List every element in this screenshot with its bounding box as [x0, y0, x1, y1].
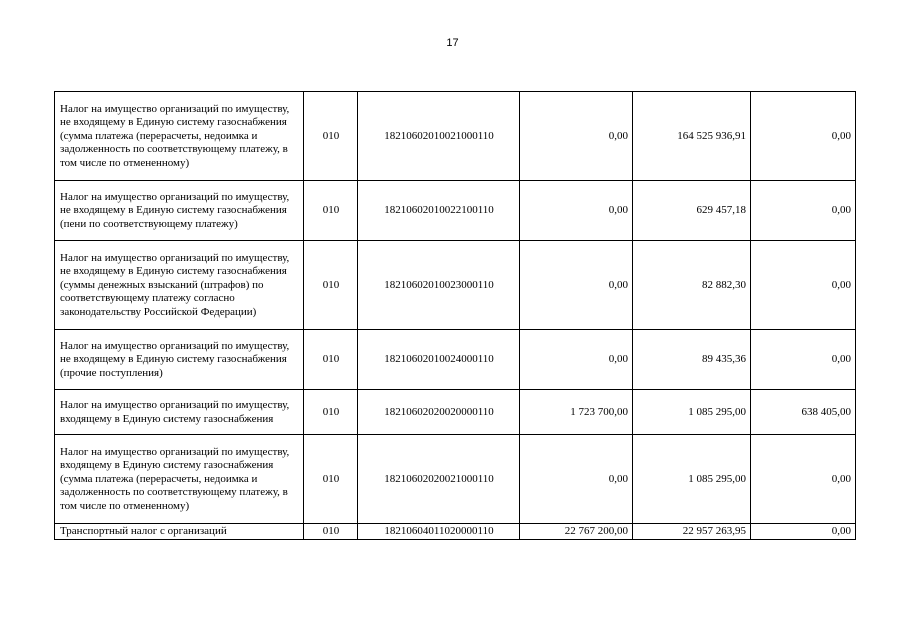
budget-classification-code-cell: 18210602010021000110	[358, 92, 520, 181]
planned-amount-cell: 22 767 200,00	[520, 524, 633, 540]
executed-amount-cell: 82 882,30	[633, 241, 751, 330]
budget-classification-code-cell: 18210604011020000110	[358, 524, 520, 540]
admin-code-cell: 010	[304, 390, 358, 435]
planned-amount-cell: 1 723 700,00	[520, 390, 633, 435]
table-row	[55, 241, 856, 330]
revenue-name-cell: Налог на имущество организаций по имуществу, не входящему в Единую систему газоснабжения (сумма платежа (перерасчеты, недоимка и задолженность по соответствующему платежу, в том числе по отмененному)	[55, 92, 304, 181]
admin-code-cell: 010	[304, 330, 358, 390]
revenue-name-cell: Налог на имущество организаций по имуществу, не входящему в Единую систему газоснабжения (прочие поступления)	[55, 330, 304, 390]
admin-code-cell: 010	[304, 92, 358, 181]
revenue-name-cell: Транспортный налог с организаций	[55, 524, 304, 540]
budget-classification-code-cell: 18210602020020000110	[358, 390, 520, 435]
planned-amount-cell: 0,00	[520, 92, 633, 181]
admin-code-cell: 010	[304, 435, 358, 524]
unexecuted-amount-cell: 0,00	[751, 330, 856, 390]
table-row	[55, 390, 856, 435]
revenue-table	[54, 91, 856, 540]
page-number: 17	[446, 37, 459, 49]
table-row	[55, 330, 856, 390]
budget-classification-code-cell: 18210602020021000110	[358, 435, 520, 524]
executed-amount-cell: 164 525 936,91	[633, 92, 751, 181]
table-row	[55, 435, 856, 524]
executed-amount-cell: 1 085 295,00	[633, 435, 751, 524]
table-row	[55, 524, 856, 540]
admin-code-cell: 010	[304, 524, 358, 540]
budget-classification-code-cell: 18210602010022100110	[358, 181, 520, 241]
table-row	[55, 92, 856, 181]
executed-amount-cell: 629 457,18	[633, 181, 751, 241]
planned-amount-cell: 0,00	[520, 181, 633, 241]
unexecuted-amount-cell: 0,00	[751, 181, 856, 241]
planned-amount-cell: 0,00	[520, 330, 633, 390]
budget-classification-code-cell: 18210602010024000110	[358, 330, 520, 390]
budget-classification-code-cell: 18210602010023000110	[358, 241, 520, 330]
admin-code-cell: 010	[304, 241, 358, 330]
planned-amount-cell: 0,00	[520, 241, 633, 330]
executed-amount-cell: 1 085 295,00	[633, 390, 751, 435]
revenue-name-cell: Налог на имущество организаций по имуществу, входящему в Единую систему газоснабжения	[55, 390, 304, 435]
unexecuted-amount-cell: 0,00	[751, 524, 856, 540]
admin-code-cell: 010	[304, 181, 358, 241]
revenue-name-cell: Налог на имущество организаций по имуществу, не входящему в Единую систему газоснабжения (пени по соответствующему платежу)	[55, 181, 304, 241]
planned-amount-cell: 0,00	[520, 435, 633, 524]
unexecuted-amount-cell: 0,00	[751, 241, 856, 330]
executed-amount-cell: 22 957 263,95	[633, 524, 751, 540]
executed-amount-cell: 89 435,36	[633, 330, 751, 390]
revenue-name-cell: Налог на имущество организаций по имуществу, не входящему в Единую систему газоснабжения (суммы денежных взысканий (штрафов) по соответствующему платежу согласно законодательству Российской Федерации)	[55, 241, 304, 330]
unexecuted-amount-cell: 0,00	[751, 92, 856, 181]
revenue-name-cell: Налог на имущество организаций по имуществу, входящему в Единую систему газоснабжения (сумма платежа (перерасчеты, недоимка и задолженность по соответствующему платежу, в том числе по отмененному)	[55, 435, 304, 524]
table-row	[55, 181, 856, 241]
unexecuted-amount-cell: 0,00	[751, 435, 856, 524]
unexecuted-amount-cell: 638 405,00	[751, 390, 856, 435]
